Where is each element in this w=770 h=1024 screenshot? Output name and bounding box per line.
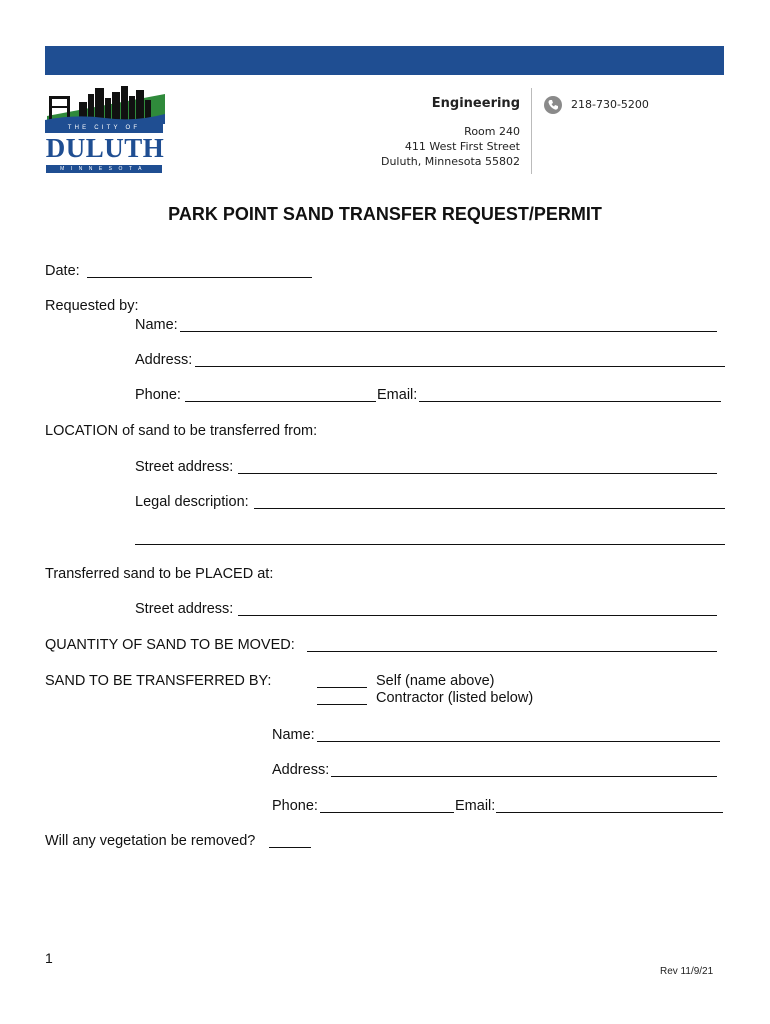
self-option-label: Self (name above)	[376, 673, 495, 689]
vegetation-field[interactable]	[269, 847, 311, 848]
quantity-field[interactable]	[307, 651, 717, 652]
page-number: 1	[45, 950, 53, 966]
legal-description-field-2[interactable]	[135, 544, 725, 545]
requester-name-label: Name:	[135, 317, 178, 333]
legal-description-field[interactable]	[254, 508, 725, 509]
placed-heading: Transferred sand to be PLACED at:	[45, 566, 274, 582]
transferred-by-label: SAND TO BE TRANSFERRED BY:	[45, 673, 272, 689]
logo-wordmark: DULUTH	[45, 133, 165, 163]
logo-state: MINNESOTA	[46, 165, 162, 173]
requester-phone-field[interactable]	[185, 401, 376, 402]
skyline-icon	[45, 84, 165, 124]
address-line: Duluth, Minnesota 55802	[380, 155, 520, 168]
city-of-duluth-logo	[45, 84, 165, 176]
address-line: 411 West First Street	[404, 140, 520, 153]
address-line: Room 240	[464, 125, 520, 138]
contractor-address-label: Address:	[272, 762, 330, 778]
contractor-name-label: Name:	[272, 727, 315, 743]
self-option-blank[interactable]	[317, 687, 367, 688]
department-name: Engineering	[431, 96, 520, 111]
contractor-phone-field[interactable]	[320, 812, 454, 813]
vegetation-label: Will any vegetation be removed?	[45, 833, 256, 849]
date-field[interactable]	[87, 277, 312, 278]
contractor-option-label: Contractor (listed below)	[376, 690, 534, 706]
header-bar	[45, 46, 724, 75]
quantity-label: QUANTITY OF SAND TO BE MOVED:	[45, 637, 295, 653]
phone-icon	[544, 96, 562, 114]
requester-name-field[interactable]	[180, 331, 717, 332]
contractor-address-field[interactable]	[331, 776, 717, 777]
contractor-email-field[interactable]	[496, 812, 723, 813]
location-heading: LOCATION of sand to be transferred from:	[45, 423, 318, 439]
requester-address-field[interactable]	[195, 366, 725, 367]
contractor-email-label: Email:	[455, 798, 496, 814]
placed-street-field[interactable]	[238, 615, 717, 616]
contractor-name-field[interactable]	[317, 741, 720, 742]
logo-tagline: THE CITY OF	[45, 124, 163, 133]
contractor-phone-label: Phone:	[272, 798, 318, 814]
location-street-label: Street address:	[135, 459, 234, 475]
requested-by-label: Requested by:	[45, 298, 139, 314]
requester-address-label: Address:	[135, 352, 193, 368]
revision-date: Rev 11/9/21	[660, 966, 714, 977]
address-block	[381, 124, 520, 169]
date-label: Date:	[45, 263, 80, 279]
requester-email-field[interactable]	[419, 401, 721, 402]
requester-phone-label: Phone:	[135, 387, 181, 403]
requester-email-label: Email:	[377, 387, 418, 403]
contractor-option-blank[interactable]	[317, 704, 367, 705]
form-title: PARK POINT SAND TRANSFER REQUEST/PERMIT	[168, 204, 602, 224]
placed-street-label: Street address:	[135, 601, 234, 617]
header-divider	[531, 88, 532, 174]
legal-description-label: Legal description:	[135, 494, 249, 510]
location-street-field[interactable]	[238, 473, 717, 474]
phone-number: 218-730-5200	[571, 98, 649, 111]
